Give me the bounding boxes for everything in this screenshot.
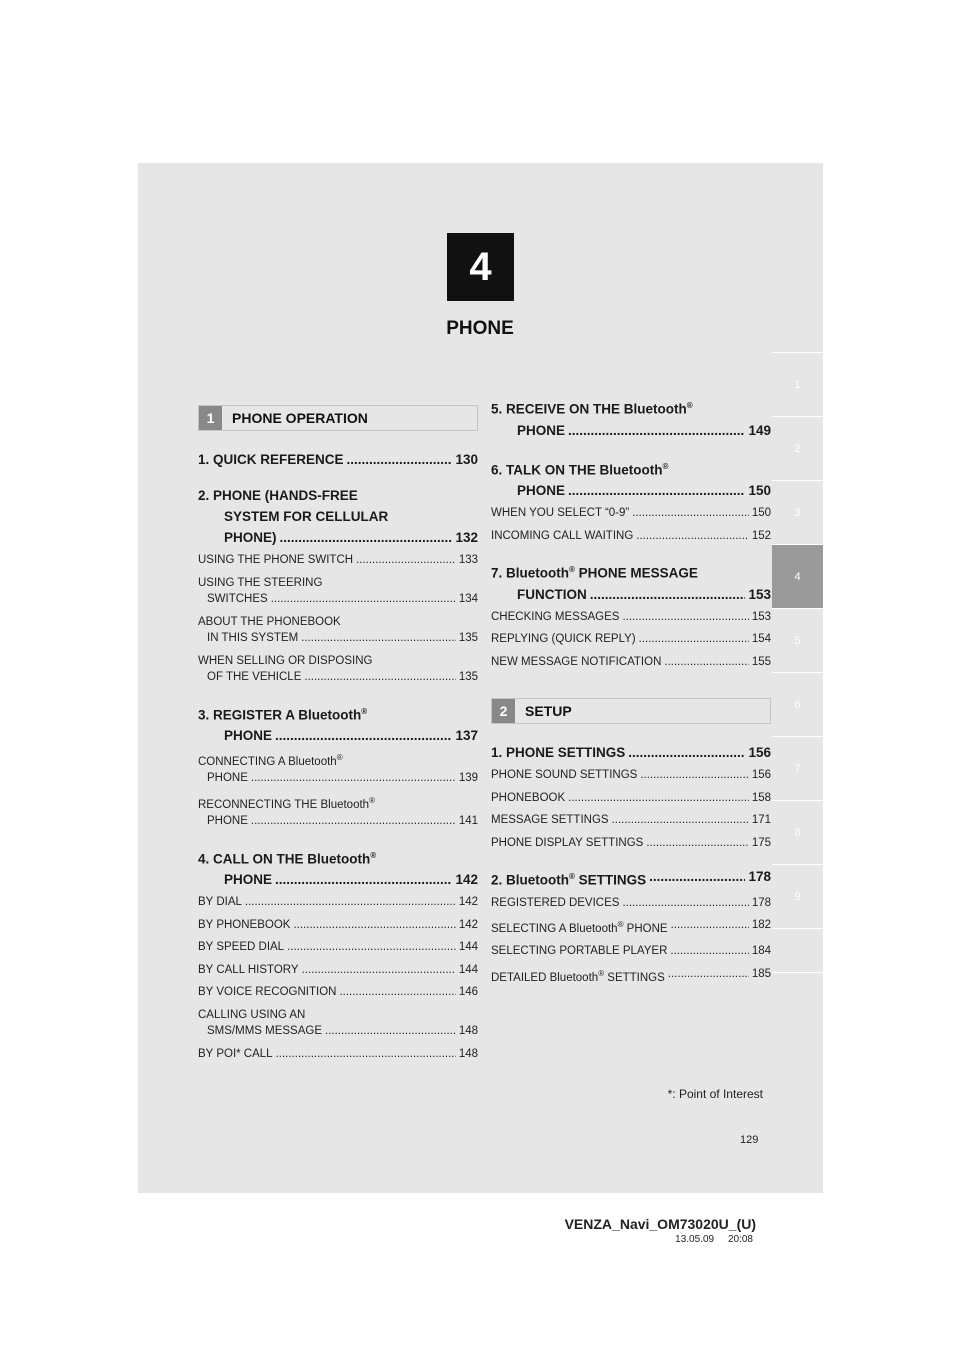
leader-dots (339, 984, 455, 1001)
toc-subentry[interactable] (491, 631, 771, 648)
toc-subentry[interactable] (491, 528, 771, 545)
toc-subentry-text: BY DIAL (198, 896, 242, 909)
toc-entry-text: PHONE (224, 872, 273, 888)
chapter-tab-4[interactable]: 4 (772, 544, 823, 608)
toc-subentry-text: NEW MESSAGE NOTIFICATION (491, 655, 662, 668)
toc-entry[interactable] (491, 395, 771, 441)
chapter-tab-1[interactable]: 1 (772, 352, 823, 416)
toc-subentry-text: SELECTING PORTABLE PLAYER (491, 945, 668, 958)
leader-dots (275, 725, 452, 746)
leader-dots (275, 869, 452, 890)
toc-subentry[interactable] (198, 962, 478, 979)
toc-subentry-text: MESSAGE SETTINGS (491, 814, 609, 826)
toc-entry-page: 142 (455, 872, 478, 888)
toc-subentry-page: 142 (458, 918, 478, 931)
leader-dots (347, 449, 453, 470)
leader-dots (568, 420, 745, 441)
leader-dots (664, 654, 748, 671)
toc-subentry-page: 184 (751, 945, 771, 958)
toc-subentry[interactable] (491, 943, 771, 960)
toc-entry-text: PHONE (517, 422, 566, 438)
toc-subentry-text: CONNECTING A Bluetooth® (198, 753, 343, 768)
toc-subentry[interactable] (198, 793, 478, 830)
toc-entry-text: 2. PHONE (HANDS-FREE (198, 488, 358, 503)
toc-subentry-page: 158 (751, 791, 771, 804)
toc-subentry-page: 144 (458, 941, 478, 954)
toc-subentry[interactable] (198, 552, 478, 569)
toc-subentry-text: PHONE DISPLAY SETTINGS (491, 836, 644, 849)
toc-subentry-text: BY POI* CALL (198, 1047, 273, 1060)
toc-subentry-text: BY VOICE RECOGNITION (198, 986, 337, 999)
leader-dots (622, 895, 748, 912)
toc-subentry-text: REGISTERED DEVICES (491, 896, 620, 909)
toc-subentry[interactable] (198, 917, 478, 934)
leader-dots (649, 866, 745, 891)
section-title: SETUP (525, 703, 572, 719)
leader-dots (646, 835, 749, 852)
toc-entry[interactable] (198, 701, 478, 747)
leader-dots (245, 894, 456, 911)
toc-subentry[interactable] (491, 505, 771, 522)
chapter-tab-5[interactable]: 5 (772, 608, 823, 672)
leader-dots (632, 505, 749, 522)
page-number: 129 (740, 1134, 759, 1146)
toc-subentry[interactable] (198, 984, 478, 1001)
toc-entry-page: 132 (455, 530, 478, 545)
leader-dots (668, 966, 749, 986)
section-number: 2 (492, 699, 515, 723)
chapter-tab-6[interactable]: 6 (772, 672, 823, 736)
toc-subentry-page: 135 (458, 671, 478, 683)
leader-dots (280, 527, 453, 548)
toc-subentry-text: USING THE STEERING (198, 576, 323, 589)
document-id: VENZA_Navi_OM73020U_(U) (564, 1216, 756, 1232)
section-header (491, 698, 771, 724)
toc-subentry-text: IN THIS SYSTEM (207, 632, 299, 644)
toc-subentry-page: 155 (751, 655, 771, 668)
toc-subentry-text: PHONE SOUND SETTINGS (491, 769, 638, 781)
leader-dots (325, 1023, 456, 1040)
leader-dots (304, 669, 455, 686)
toc-entry-text: PHONE (224, 728, 273, 743)
toc-subentry-page: 175 (751, 836, 771, 849)
toc-subentry-page: 156 (751, 769, 771, 781)
toc-entry-text: FUNCTION (517, 586, 587, 602)
toc-subentry[interactable] (198, 653, 478, 686)
toc-entry-page: 178 (748, 869, 771, 884)
toc-entry-text: 7. Bluetooth® PHONE MESSAGE (491, 565, 698, 581)
leader-dots (568, 480, 745, 501)
leader-dots (287, 939, 456, 956)
chapter-number: 4 (469, 244, 492, 289)
footnote: *: Point of Interest (667, 1087, 763, 1101)
toc-subentry[interactable] (491, 609, 771, 626)
toc-entry[interactable] (491, 559, 771, 605)
toc-subentry-page: 134 (458, 593, 478, 605)
toc-subentry[interactable] (198, 750, 478, 787)
toc-entry-text: 1. PHONE SETTINGS (491, 745, 626, 760)
toc-entry[interactable] (491, 742, 771, 763)
toc-subentry-page: 185 (751, 967, 771, 980)
chapter-tab-8[interactable]: 8 (772, 800, 823, 864)
toc-subentry[interactable] (491, 654, 771, 671)
toc-subentry-page: 141 (458, 815, 478, 828)
toc-subentry-page: 153 (751, 610, 771, 623)
leader-dots (251, 770, 456, 787)
chapter-tabs (772, 352, 823, 973)
toc-subentry-text: PHONE (207, 772, 248, 785)
toc-column-right (491, 395, 771, 992)
toc-subentry-text: PHONE (207, 815, 248, 828)
toc-subentry-page: 135 (458, 632, 478, 644)
toc-entry-text: PHONE (517, 483, 566, 498)
toc-entry[interactable] (198, 845, 478, 891)
toc-subentry[interactable] (491, 767, 771, 784)
toc-subentry-page: 171 (751, 814, 771, 826)
leader-dots (671, 917, 749, 937)
toc-entry[interactable] (491, 456, 771, 502)
toc-subentry-page: 146 (458, 986, 478, 999)
toc-subentry[interactable] (198, 939, 478, 956)
toc-subentry-text: DETAILED Bluetooth® SETTINGS (491, 968, 665, 984)
chapter-tab-3[interactable]: 3 (772, 480, 823, 544)
chapter-tab-9[interactable]: 9 (772, 864, 823, 928)
toc-subentry-text: INCOMING CALL WAITING (491, 529, 634, 542)
section-number: 1 (199, 406, 222, 430)
leader-dots (276, 1046, 456, 1063)
leader-dots (622, 609, 748, 626)
toc-subentry[interactable] (491, 812, 771, 829)
toc-subentry-page: 150 (751, 507, 771, 519)
toc-subentry-text: WHEN YOU SELECT “0-9” (491, 507, 630, 519)
toc-subentry-text: BY CALL HISTORY (198, 963, 299, 976)
leader-dots (612, 812, 749, 829)
toc-entry-text: 4. CALL ON THE Bluetooth® (198, 850, 377, 867)
toc-subentry-page: 133 (458, 554, 478, 566)
toc-entry-page: 137 (455, 728, 478, 743)
toc-entry-text: 5. RECEIVE ON THE Bluetooth® (491, 401, 693, 417)
toc-entry-page: 130 (455, 452, 478, 467)
leader-dots (640, 767, 748, 784)
leader-dots (636, 528, 749, 545)
chapter-number-box (447, 233, 514, 301)
leader-dots (628, 742, 745, 763)
toc-subentry-text: BY SPEED DIAL (198, 941, 285, 954)
toc-subentry-text: RECONNECTING THE Bluetooth® (198, 795, 375, 811)
toc-subentry-text: SELECTING A Bluetooth® PHONE (491, 920, 668, 935)
leader-dots (670, 943, 748, 960)
chapter-title: PHONE (446, 318, 514, 339)
toc-subentry-page: 142 (458, 896, 478, 909)
toc-subentry[interactable] (198, 1046, 478, 1063)
toc-subentry-page: 144 (458, 963, 478, 976)
toc-entry[interactable] (198, 485, 478, 548)
toc-subentry-page: 182 (751, 919, 771, 931)
leader-dots (568, 790, 749, 807)
section-title: PHONE OPERATION (232, 410, 368, 426)
toc-entry-page: 153 (748, 586, 771, 602)
toc-entry-text: 2. Bluetooth® SETTINGS (491, 872, 647, 888)
toc-column-left (198, 405, 478, 1068)
toc-subentry-page: 154 (751, 633, 771, 645)
toc-subentry-page: 148 (458, 1047, 478, 1060)
leader-dots (356, 552, 456, 569)
toc-subentry-text: SWITCHES (207, 593, 268, 605)
toc-subentry-text: OF THE VEHICLE (207, 671, 302, 683)
toc-subentry-text: BY PHONEBOOK (198, 918, 291, 931)
toc-subentry-page: 178 (751, 896, 771, 909)
toc-subentry-text: SMS/MMS MESSAGE (207, 1025, 323, 1038)
leader-dots (639, 631, 749, 648)
chapter-tab-7[interactable]: 7 (772, 736, 823, 800)
chapter-tab-2[interactable]: 2 (772, 416, 823, 480)
leader-dots (590, 584, 746, 605)
toc-subentry-text: PHONEBOOK (491, 791, 566, 804)
toc-subentry[interactable] (198, 1007, 478, 1040)
toc-subentry-text: USING THE PHONE SWITCH (198, 554, 354, 566)
toc-entry-page: 156 (748, 745, 771, 760)
toc-entry-text: 3. REGISTER A Bluetooth® (198, 706, 368, 722)
toc-subentry[interactable] (491, 917, 771, 937)
toc-subentry-text: WHEN SELLING OR DISPOSING (198, 654, 373, 667)
toc-entry[interactable] (491, 866, 771, 891)
leader-dots (302, 962, 456, 979)
toc-subentry-text: REPLYING (QUICK REPLY) (491, 633, 636, 645)
document-date: 13.05.09 20:08 (675, 1234, 753, 1245)
toc-subentry[interactable] (491, 895, 771, 912)
toc-subentry-page: 139 (458, 772, 478, 785)
chapter-tab-end (772, 928, 823, 973)
toc-entry-text: 6. TALK ON THE Bluetooth® (491, 461, 669, 477)
section-header (198, 405, 478, 431)
toc-subentry-text: CALLING USING AN (198, 1008, 306, 1021)
toc-subentry[interactable] (198, 575, 478, 608)
toc-entry-text: PHONE) (224, 530, 277, 545)
toc-entry-page: 150 (748, 483, 771, 498)
leader-dots (301, 630, 456, 647)
toc-subentry-page: 152 (751, 529, 771, 542)
leader-dots (293, 917, 455, 934)
toc-entry-text: SYSTEM FOR CELLULAR (224, 509, 389, 524)
toc-subentry[interactable] (491, 966, 771, 986)
toc-subentry-page: 148 (458, 1025, 478, 1038)
toc-subentry-text: ABOUT THE PHONEBOOK (198, 615, 341, 628)
toc-entry-text: 1. QUICK REFERENCE (198, 452, 344, 467)
leader-dots (271, 591, 456, 608)
toc-subentry-text: CHECKING MESSAGES (491, 610, 620, 623)
toc-entry[interactable] (198, 449, 478, 470)
toc-subentry[interactable] (198, 894, 478, 911)
leader-dots (251, 813, 456, 830)
toc-subentry[interactable] (491, 790, 771, 807)
toc-subentry[interactable] (491, 835, 771, 852)
toc-subentry[interactable] (198, 614, 478, 647)
toc-entry-page: 149 (748, 422, 771, 438)
